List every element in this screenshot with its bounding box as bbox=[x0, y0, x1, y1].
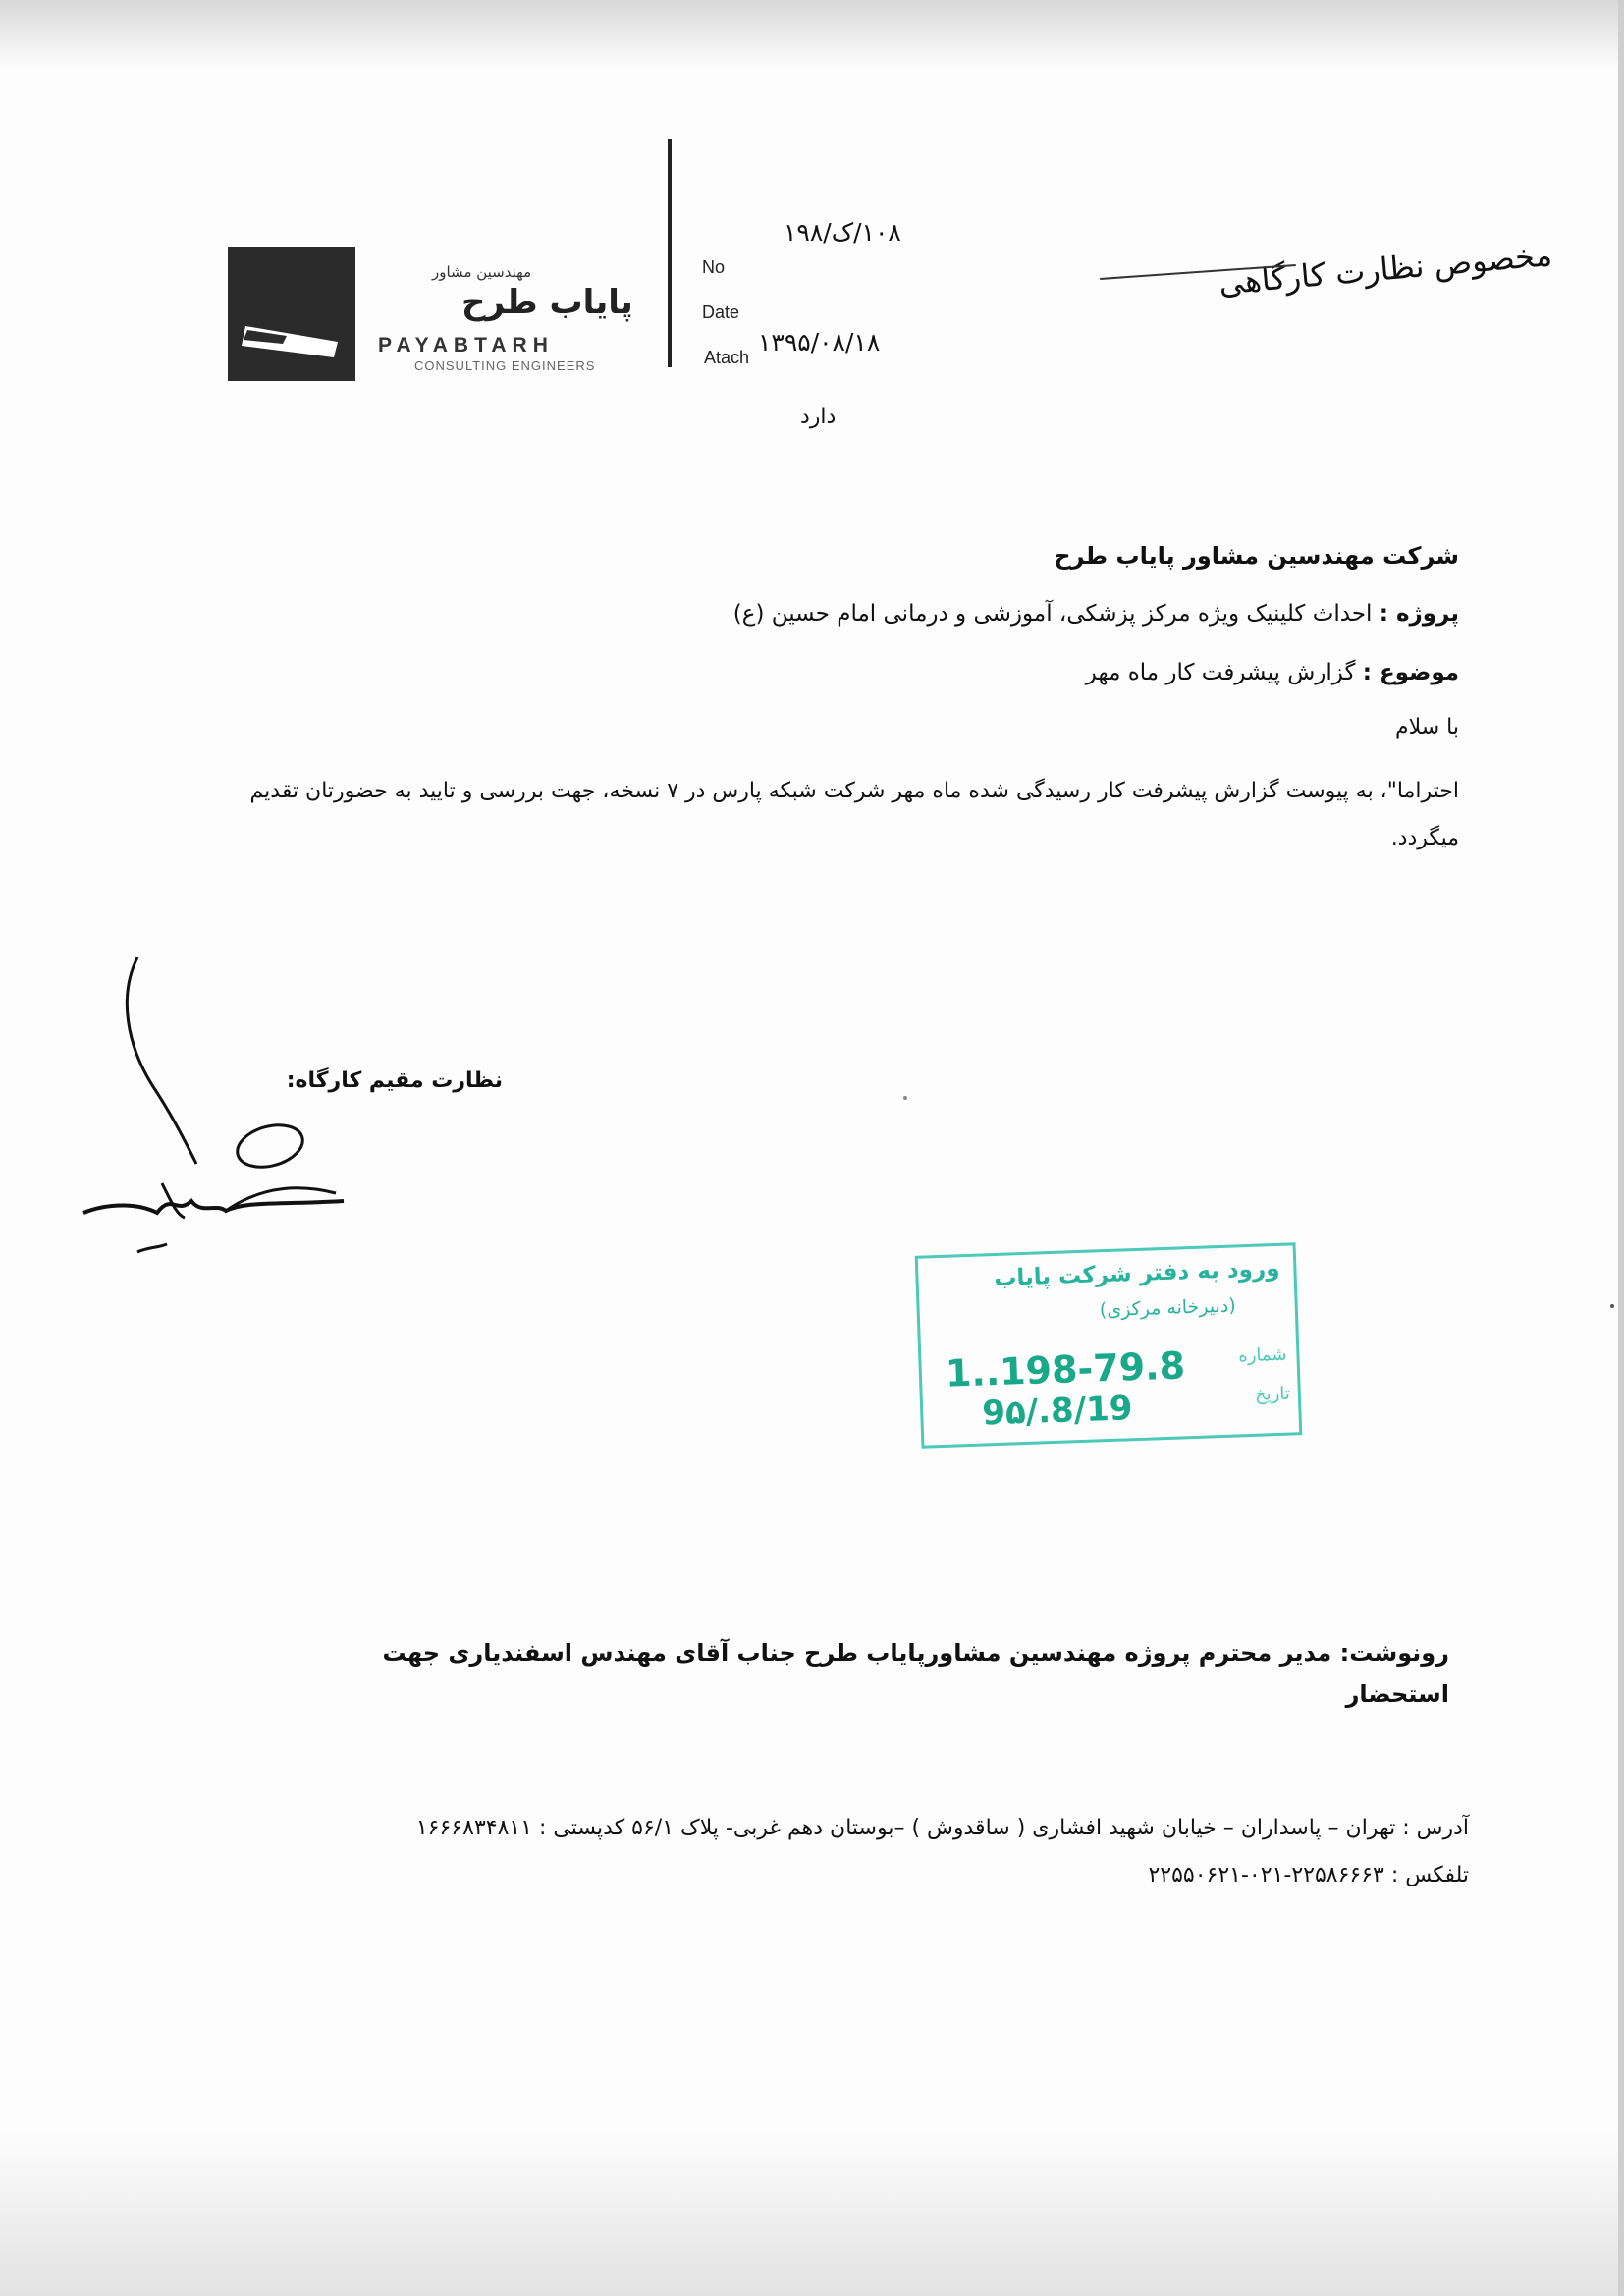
signature-icon bbox=[79, 957, 373, 1276]
carbon-copy: رونوشت: مدیر محترم پروژه مهندسین مشاورپایاب طرح جناب آقای مهندس اسفندیاری جهت استحضار bbox=[382, 1639, 1449, 1708]
scan-edge bbox=[1618, 0, 1624, 2296]
subject-line bbox=[163, 660, 1459, 685]
ref-atach-label: Atach bbox=[704, 348, 750, 367]
stamp-subtitle: (دبیرخانه مرکزی) bbox=[1099, 1294, 1237, 1322]
greeting: با سلام bbox=[1394, 715, 1459, 739]
scan-shadow-top bbox=[0, 0, 1624, 69]
telefax-line: تلفکس : ۲۲۵۸۶۶۶۳-۰۲۱-۲۲۵۵۰۶۲۱ bbox=[1148, 1863, 1469, 1887]
company-logo-icon bbox=[228, 247, 355, 381]
stamp-date: 9۵/.8/19 bbox=[981, 1389, 1134, 1434]
logo-subtitle-fa: مهندسین مشاور bbox=[432, 263, 532, 281]
ref-date: ۱۳۹۵/۰۸/۱۸ bbox=[758, 328, 881, 356]
stamp-date-label: تاریخ bbox=[1254, 1383, 1291, 1405]
ref-number: ۱۰۸/ک/۱۹۸ bbox=[784, 218, 901, 246]
scan-speck bbox=[903, 1096, 907, 1100]
recipient-company: شرکت مهندسین مشاور پایاب طرح bbox=[1054, 542, 1459, 570]
logo-subtitle-en: CONSULTING ENGINEERS bbox=[414, 358, 596, 373]
attachment-value: دارد bbox=[800, 405, 837, 429]
confidential-heading: مخصوص نظارت کارگاهی bbox=[1217, 236, 1554, 302]
scan-shadow-bottom bbox=[0, 2129, 1624, 2296]
scan-speck bbox=[1610, 1304, 1614, 1308]
stamp-number: 1..198-79.8 bbox=[945, 1343, 1186, 1395]
project-text: احداث کلینیک ویژه مرکز پزشکی، آموزشی و درمانی امام حسین (ع) bbox=[732, 601, 1373, 627]
address-block bbox=[291, 1805, 1469, 1899]
stamp-title: ورود به دفتر شرکت پایاب bbox=[993, 1255, 1280, 1292]
subject-text: گزارش پیشرفت کار ماه مهر bbox=[1085, 660, 1356, 685]
ref-date-label: Date bbox=[702, 302, 740, 322]
subject-label: موضوع : bbox=[1362, 660, 1459, 685]
body-paragraph: احتراما"، به پیوست گزارش پیشرفت کار رسیدگی شده ماه مهر شرکت شبکه پارس در ۷ نسخه، جهت بررسی و تایید به حضورتان تقدیم میگردد. bbox=[249, 779, 1459, 850]
project-label: پروژه : bbox=[1379, 601, 1459, 627]
ref-no-label: No bbox=[702, 257, 726, 277]
stamp-number-label: شماره bbox=[1237, 1343, 1287, 1367]
supervision-label: نظارت مقیم کارگاه: bbox=[286, 1068, 503, 1093]
receipt-stamp bbox=[915, 1242, 1303, 1448]
header-divider bbox=[668, 139, 672, 367]
project-line bbox=[163, 601, 1459, 627]
logo-title-fa: پایاب طرح bbox=[461, 283, 633, 322]
logo-title-en: PAYABTARH bbox=[378, 334, 554, 356]
address-line: آدرس : تهران – پاسداران – خیابان شهید افشاری ( ساقدوش ) –بوستان دهم غربی- پلاک ۵۶/۱ کدپستی : ۱۶۶۶۸۳۴۸۱۱ bbox=[415, 1816, 1469, 1840]
